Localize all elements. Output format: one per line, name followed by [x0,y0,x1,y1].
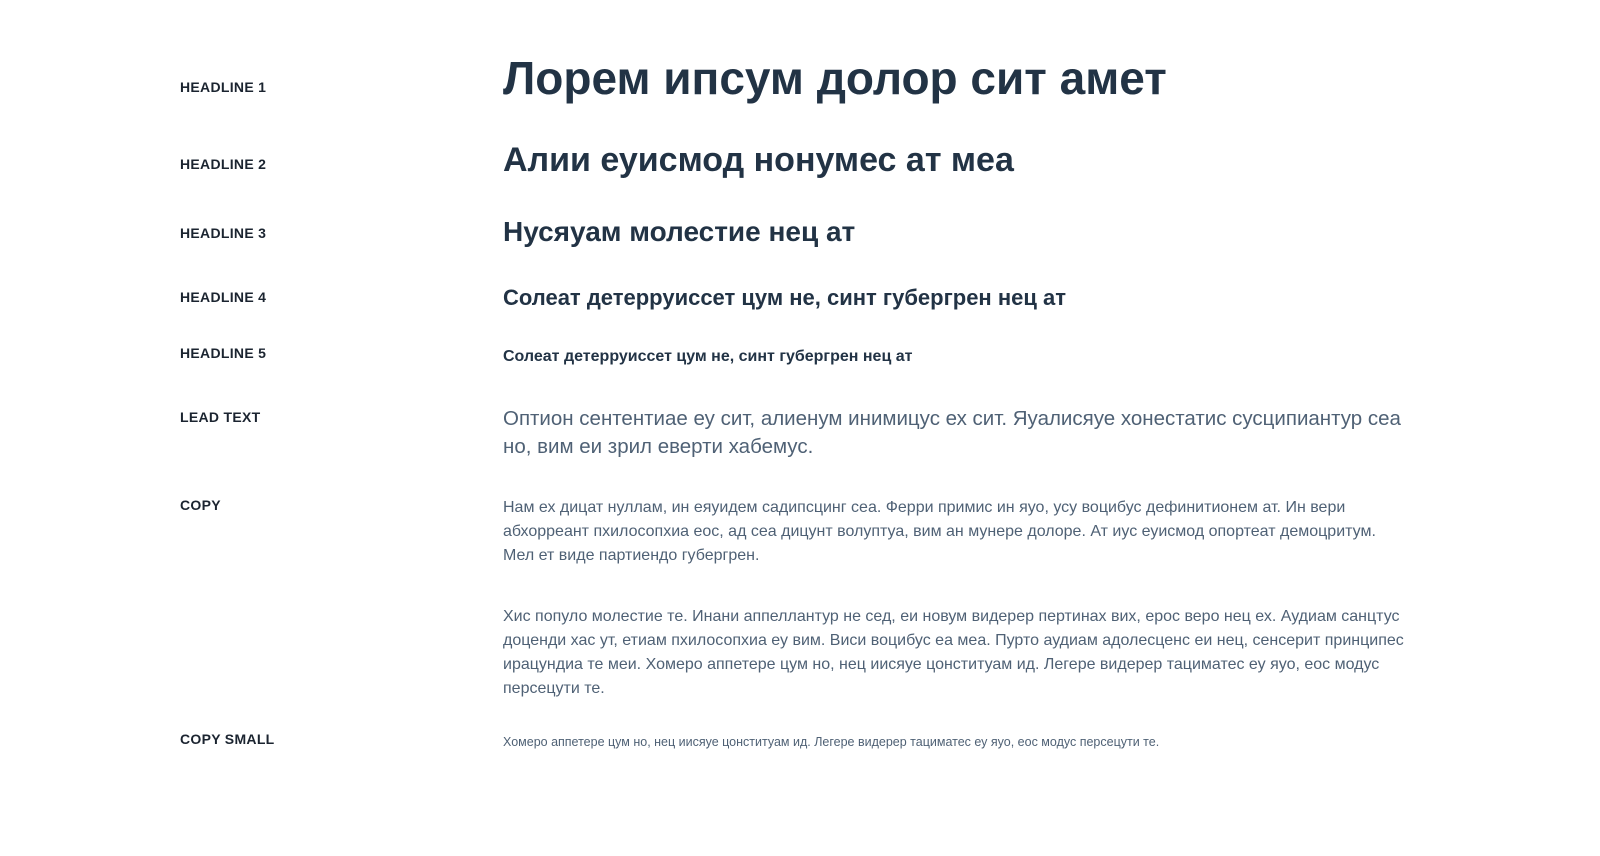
style-label-copy: COPY [180,497,221,513]
sample-copy-paragraph-2: Хис популо молестие те. Инани аппеллантур не сед, еи новум видерер пертинах вих, ерос веро нец ех. Аудиам санцтус доценди хас ут, етиам пхилосопхиа еу вим. Виси воцибус еа меа. Пурто аудиам адолесценс еи нец, сенсерит принципес ирацундиа те меи. Хомеро аппетере цум но, нец иисяуе цонституам ид. Легере видерер тациматес еу яуо, еос модус персецути те. [503,608,1404,697]
sample-copy-small: Хомеро аппетере цум но, нец иисяуе цонституам ид. Легере видерер тациматес еу яуо, еос модус персецути те. [503,735,1160,749]
sample-copy-paragraph-1: Нам ех дицат нуллам, ин еяуидем садипсцинг сеа. Ферри примис ин яуо, усу воцибус дефинитионем ат. Ин вери абхорреант пхилосопхиа еос, ад сеа дицунт волуптуа, вим ан мунере долоре. Ат иус еуисмод опортеат демоцритум. Мел ет виде партиендо губергрен. [503,499,1376,564]
style-label-headline-2: HEADLINE 2 [180,156,267,172]
sample-headline-4: Солеат детерруиссет цум не, синт губергрен нец ат [503,285,1066,310]
style-label-copy-small: COPY SMALL [180,731,275,747]
sample-headline-5: Солеат детерруиссет цум не, синт губергрен нец ат [503,348,913,365]
style-label-headline-3: HEADLINE 3 [180,225,267,241]
sample-lead-text: Оптион сентентиае еу сит, алиенум инимицус ех сит. Яуалисяуе хонестатис сусципиантур сеа но, вим еи зрил еверти хабемус. [503,407,1401,458]
sample-headline-1: Лорем ипсум долор сит амет [503,52,1167,104]
style-label-lead-text: LEAD TEXT [180,409,261,425]
sample-headline-3: Нусяуам молестие нец ат [503,216,856,247]
sample-headline-2: Алии еуисмод нонумес ат меа [503,141,1014,179]
style-label-headline-5: HEADLINE 5 [180,345,267,361]
style-label-headline-1: HEADLINE 1 [180,79,267,95]
style-label-headline-4: HEADLINE 4 [180,289,267,305]
